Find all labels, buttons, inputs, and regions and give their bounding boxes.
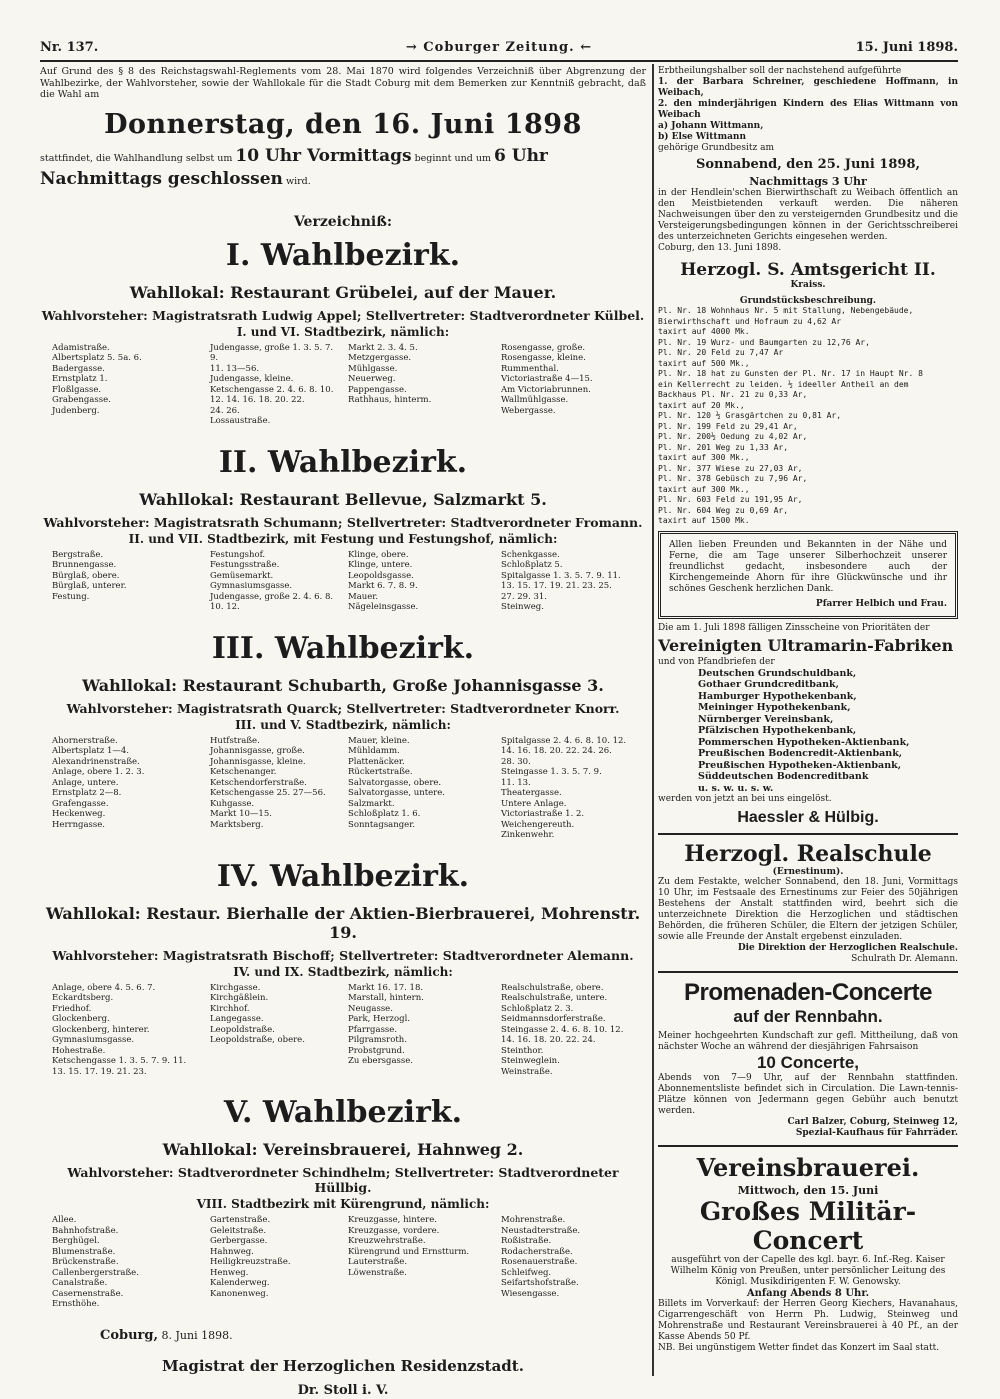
district-stadtbezirk: IV. und IX. Stadtbezirk, nämlich: [233,964,453,979]
signature: Dr. Stoll i. V. [297,1382,389,1398]
district-lokal: Wahllokal: Restaurant Schubarth, Große Johannisgasse 3. [82,675,604,695]
street-list [40,1215,646,1310]
concerte-count: 10 Concerte, [756,1053,860,1072]
district-5 [40,1095,646,1310]
street-column: Realschulstraße, obere. Realschulstraße, untere. Schloßplatz 2. 3. Seidmannsdorferstraße. Steingasse 2. 4. 6. 8. 10. 12. 14. 16. 18. 20. 22. 24. Steinthor. Steinweglein. Weinstraße. [501,982,624,1077]
street-column: Bergstraße. Brunnengasse. Bürglaß, obere. Bürglaß, unterer. Festung. [52,549,127,602]
realschule-text: Zu dem Festakte, welcher Sonnabend, den 18. Juni, Vormittags 10 Uhr, im Festsaale des Ernestinums zur Feier des 50jährigen Bestehens der Anstalt stattfinden wird, beehrt sich die unterzeichnete Direktion die Herzoglichen und städtischen Behörden, die früheren Schüler, die Eltern der jetzigen Schüler, sowie alle Freunde der Anstalt ergebenst einzuladen. [658,877,958,942]
district-vorsteher: Wahlvorsteher: Magistratsrath Quarck; Stellvertreter: Stadtverordneter Knorr. [66,700,620,716]
street-column: Anlage, obere 4. 5. 6. 7. Eckardtsberg. Friedhof. Glockenberg. Glockenberg, hinterer. Gymnasiumsgasse. Hohestraße. Ketschengasse 1. 3. 5. 7. 9. 11. 13. 15. 17. 19. 21. 23. [52,982,187,1077]
coupon-company: Vereinigten Ultramarin-Fabriken [658,635,954,655]
thanks-signature: Pfarrer Helbich und Frau. [815,598,947,609]
verzeichnis-heading: Verzeichniß: [293,213,393,230]
vereinsbrauerei: Vereinsbrauerei. [696,1153,920,1182]
street-column: Spitalgasse 2. 4. 6. 8. 10. 12. 14. 16. 18. 20. 22. 24. 26. 28. 30. Steingasse 1. 3. 5. 7. 9. 11. 13. Theatergasse. Untere Anlage. Victoriastraße 1. 2. Weichengereuth. Zinkenwehr. [501,735,627,840]
realschule-title: Herzogl. Realschule [684,841,932,867]
district-vorsteher: Wahlvorsteher: Magistratsrath Ludwig Appel; Stellvertreter: Stadtverordneter Külbel. [41,307,645,323]
street-column: Kreuzgasse, hintere. Kreuzgasse, vordere. Kreuzwehrstraße. Kürengrund und Ernstturm. Lauterstraße. Löwenstraße. [348,1215,470,1278]
district-title: III. Wahlbezirk. [211,630,475,666]
street-list [40,343,646,427]
rennbahn: auf der Rennbahn. [733,1007,883,1026]
street-column: Schenkgasse. Schloßplatz 5. Spitalgasse 1. 3. 5. 7. 9. 11. 13. 15. 17. 19. 21. 23. 25. 27. 29. 31. Steinweg. [501,549,621,612]
election-times [40,146,646,192]
concert-text: Abends von 7—9 Uhr, auf der Rennbahn stattfinden. Abonnementsliste befindet sich in Circulation. Die Lawn-tennis-Plätze können von Jedermann gegen Gebühr auch benutzt werden. [658,1073,958,1116]
thanks-text: Allen lieben Freunden und Bekannten in der Nähe und Ferne, die am Tage unserer Silberhochzeit unserer freundlichst gedacht, insbesondere auch der Kirchengemeinde Ahorn für ihre Glückwünsche und ihr schönes Geschenk herzlichen Dank. [669,539,947,594]
street-column: Ahornerstraße. Albertsplatz 1—4. Alexandrinenstraße. Anlage, obere 1. 2. 3. Anlage, untere. Ernstplatz 2—8. Grafengasse. Heckenweg. Herrngasse. [52,735,145,830]
district-lokal: Wahllokal: Restaurant Bellevue, Salzmarkt 5. [139,489,547,509]
auction-intro: Erbtheilungshalber soll der nachstehend aufgeführte [658,66,902,76]
vb-date: Mittwoch, den 15. Juni [737,1184,879,1197]
coupon-und: und von Pfandbriefen der [658,656,775,667]
notice-date [100,1328,646,1343]
start-time: 10 Uhr Vormittags [235,145,412,166]
amtsgericht: Herzogl. S. Amtsgericht II. [680,260,936,280]
street-column: Kirchgasse. Kirchgäßlein. Kirchhof. Langegasse. Leopoldstraße. Leopoldstraße, obere. [210,982,305,1045]
page-header [40,38,958,62]
coupon-end: werden von jetzt an bei uns eingelöst. [658,794,832,804]
street-column: Markt 2. 3. 4. 5. Metzgergasse. Mühlgasse. Neuerweg. Pappengasse. Rathhaus, hinterm. [348,342,432,405]
parcel-list: Pl. Nr. 18 Wohnhaus Nr. 5 mit Stallung, Nebengebäude, Bierwirthschaft und Hofraum zu 4,62 Ar taxirt auf 4000 Mk. Pl. Nr. 19 Wurz- und Baumgarten zu 12,76 Ar, Pl. Nr. 20 Feld zu 7,47 Ar taxirt auf 500 Mk., Pl. Nr. 18 hat zu Gunsten der Pl. Nr. 17 in Haupt Nr. 8 ein Kellerrecht zu leiden. ½ ideeller Antheil an dem Backhaus Pl. Nr. 21 zu 0,33 Ar, taxirt auf 20 Mk., Pl. Nr. 120 ½ Grasgärtchen zu 0,81 Ar, Pl. Nr. 199 Feld zu 29,41 Ar, Pl. Nr. 200½ Oedung zu 4,02 Ar, Pl. Nr. 201 Weg zu 1,33 Ar, taxirt auf 300 Mk., Pl. Nr. 377 Wiese zu 27,03 Ar, Pl. Nr. 378 Gebüsch zu 7,96 Ar, taxirt auf 300 Mk., Pl. Nr. 603 Feld zu 191,95 Ar, Pl. Nr. 604 Weg zu 0,69 Ar, taxirt auf 1500 Mk. [658,306,923,525]
issue-date: 15. Juni 1898. [855,40,958,55]
thanks-notice [658,531,958,619]
district-lokal: Wahllokal: Vereinsbrauerei, Hahnweg 2. [162,1140,524,1159]
district-vorsteher: Wahlvorsteher: Stadtverordneter Schindhelm; Stellvertreter: Stadtverordneter Hüllbig. [67,1165,619,1195]
election-date: Donnerstag, den 16. Juni 1898 [104,108,582,140]
district-title: II. Wahlbezirk. [218,444,468,480]
ernestinum: (Ernestinum). [772,867,844,877]
balzer-2: Spezial-Kaufhaus für Fahrräder. [795,1128,958,1138]
district-lokal: Wahllokal: Restaurant Grübelei, auf der Mauer. [129,282,557,302]
concert-intro: Meiner hochgeehrten Kundschaft zur gefl. Mittheilung, daß von nächster Woche an während der diesjährigen Fahrsaison [658,1031,958,1052]
issue-number: Nr. 137. [40,40,99,55]
street-column: Allee. Bahnhofstraße. Berghügel. Blumenstraße. Brückenstraße. Callenbergerstraße. Canalstraße. Casernenstraße. Ernsthöhe. [52,1215,139,1309]
auction-text: in der Hendlein'schen Bierwirthschaft zu Weibach öffentlich an den Meistbietenden verkauft werden. Die näheren Nachweisungen über den zu versteigernden Grundbesitz und die Versteigerungsbedingungen können in der Gerichtsschreiberei des unterzeichneten Gerichts eingesehen werden. [658,188,958,242]
militaer-concert: Großes Militär-Concert [699,1197,917,1255]
district-stadtbezirk: I. und VI. Stadtbezirk, nämlich: [236,324,450,339]
street-column: Gartenstraße. Geleitstraße. Gerbergasse. Hahnweg. Heiligkreuzstraße. Henweg. Kalenderweg. Kanonenweg. [210,1215,291,1299]
time-text-e: wird. [285,175,311,187]
district-title: IV. Wahlbezirk. [216,858,470,894]
district-4 [40,859,646,1078]
auction-time: Nachmittags 3 Uhr [749,175,867,188]
magistrat-line: Magistrat der Herzoglichen Residenzstadt. [162,1356,524,1375]
auction-owners: 1. der Barbara Schreiner, geschiedene Hoffmann, in Weibach, 2. den minderjährigen Kindern des Elias Wittmann von Weibach a) Johann Wittmann, b) Else Wittmann [658,77,958,142]
street-column: Hutfstraße. Johannisgasse, große. Johannisgasse, kleine. Ketschenanger. Ketschendorferstraße. Ketschengasse 25. 27—56. Kuhgasse. Markt 10—15. Marktsberg. [210,735,326,830]
militaer-text: ausgeführt von der Capelle des kgl. bayr. 6. Inf.-Reg. Kaiser Wilhelm König von Preußen, unter persönlicher Leitung des Königl. Musikdirigenten F. W. Genowsky. [670,1255,946,1287]
street-list [40,736,646,841]
divider [658,1145,958,1147]
street-column: Festungshof. Festungsstraße. Gemüsemarkt. Gymnasiumsgasse. Judengasse, große 2. 4. 6. 8. 10. 12. [210,549,334,612]
street-column: Markt 16. 17. 18. Marstall, hintern. Neugasse. Park, Herzogl. Pfarrgasse. Pilgramsroth. Probstgrund. Zu ebersgasse. [348,982,424,1066]
district-lokal: Wahllokal: Restaur. Bierhalle der Aktien-Bierbrauerei, Mohrenstr. 19. [45,903,641,942]
street-column: Judengasse, große 1. 3. 5. 7. 9. 11. 13—56. Judengasse, kleine. Ketschengasse 2. 4. 6. 8. 10. 12. 14. 16. 18. 20. 22. 24. 26. Lossaustraße. [210,342,334,426]
district-title: I. Wahlbezirk. [225,237,461,273]
haessler-huelbig: Haessler & Hülbig. [737,809,879,826]
street-list [40,550,646,613]
district-stadtbezirk: III. und V. Stadtbezirk, nämlich: [235,717,451,732]
street-column: Rosengasse, große. Rosengasse, kleine. Rummenthal. Victoriastraße 4—15. Am Victoriabrunnen. Wallmühlgasse. Webergasse. [501,342,593,416]
district-2 [40,445,646,613]
newspaper-title: → Coburger Zeitung. ← [405,40,593,55]
advertisements-column [658,66,958,1386]
intro-text: Auf Grund des § 8 des Reichstagswahl-Reglements vom 28. Mai 1870 wird folgendes Verzeichniß über Abgrenzung der Wahlbezirke, der Wahlvorsteher, sowie der Wahllokale für die Stadt Coburg mit dem Bemerken zur Kenntniß gebracht, daß die Wahl am [40,66,646,100]
realschule-signature: Die Direktion der Herzoglichen Realschule. [737,943,958,953]
district-vorsteher: Wahlvorsteher: Magistratsrath Bischoff; Stellvertreter: Stadtverordneter Alemann. [52,947,634,963]
notice-place: Coburg, [100,1327,159,1343]
divider [658,833,958,835]
bank-list: Deutschen Grundschuldbank, Gothaer Grundcreditbank, Hamburger Hypothekenbank, Meininger Hypothekenbank, Nürnberger Vereinsbank, Pfälzischen Hypothekenbank, Pommerschen Hypotheken-Aktienbank, Preußischen Bodencredit-Aktienbank, Preußischen Hypotheken-Aktienbank, Süddeutschen Bodencreditbank u. s. w. u. s. w. [698,667,910,794]
notice-date-value: 8. Juni 1898. [161,1328,233,1342]
nb-note: NB. Bei ungünstigem Wetter findet das Konzert im Saal statt. [658,1343,940,1353]
column-divider [652,64,654,1376]
street-list [40,983,646,1078]
auction-ground: gehörige Grundbesitz am [658,143,774,153]
time-text-a: stattfindet, die Wahlhandlung selbst um [40,152,233,164]
district-title: V. Wahlbezirk. [223,1095,463,1130]
street-column: Mohrenstraße. Neustadterstraße. Roßistraße. Rodacherstraße. Rosenauerstraße. Schleifweg. Seifartshofstraße. Wiesengasse. [501,1215,581,1299]
coupon-intro: Die am 1. Juli 1898 fälligen Zinsscheine von Prioritäten der [658,622,930,633]
street-column: Adamistraße. Albertsplatz 5. 5a. 6. Badergasse. Ernstplatz 1. Floßlgasse. Grabengasse. Judenberg. [52,342,142,416]
amtsgericht-sub: Kraiss. [790,280,826,290]
street-column: Klinge, obere. Klinge, untere. Leopoldsgasse. Markt 6. 7. 8. 9. Mauer. Nägeleinsgasse. [348,549,419,612]
district-stadtbezirk: II. und VII. Stadtbezirk, mit Festung und Festungshof, nämlich: [128,531,558,546]
district-vorsteher: Wahlvorsteher: Magistratsrath Schumann; Stellvertreter: Stadtverordneter Fromann. [43,514,643,530]
district-stadtbezirk: VIII. Stadtbezirk mit Kürengrund, nämlich: [196,1197,490,1211]
election-notice [40,66,646,1398]
promenade-title: Promenaden-Concerte [684,979,932,1006]
parcel-title: Grundstücksbeschreibung. [739,296,877,306]
end-time: 6 Uhr Nachmittags geschlossen [40,145,548,189]
billets: Billets im Vorverkauf: der Herren Georg Kiechers, Havanahaus, Cigarrengeschäft von Herrn Ph. Ludwig, Steinweg und Mohrenstraße und Restaurant Vereinsbrauerei à 40 Pf., an der Kasse Abends 50 Pf. [658,1299,958,1342]
auction-date: Sonnabend, den 25. Juni 1898, [695,157,921,172]
time-text-c: beginnt und um [414,152,491,164]
divider [658,971,958,973]
realschule-signature-2: Schulrath Dr. Alemann. [851,954,958,964]
auction-place-date: Coburg, den 13. Juni 1898. [658,243,782,253]
street-column: Mauer, kleine. Mühldamm. Plattenäcker. Rückertstraße. Salvatorgasse, obere. Salvatorgasse, untere. Salzmarkt. Schloßplatz 1. 6. Sonntagsanger. [348,735,445,830]
district-1 [40,238,646,427]
anfang: Anfang Abends 8 Uhr. [746,1288,870,1299]
balzer: Carl Balzer, Coburg, Steinweg 12, [787,1117,958,1127]
district-3 [40,631,646,841]
